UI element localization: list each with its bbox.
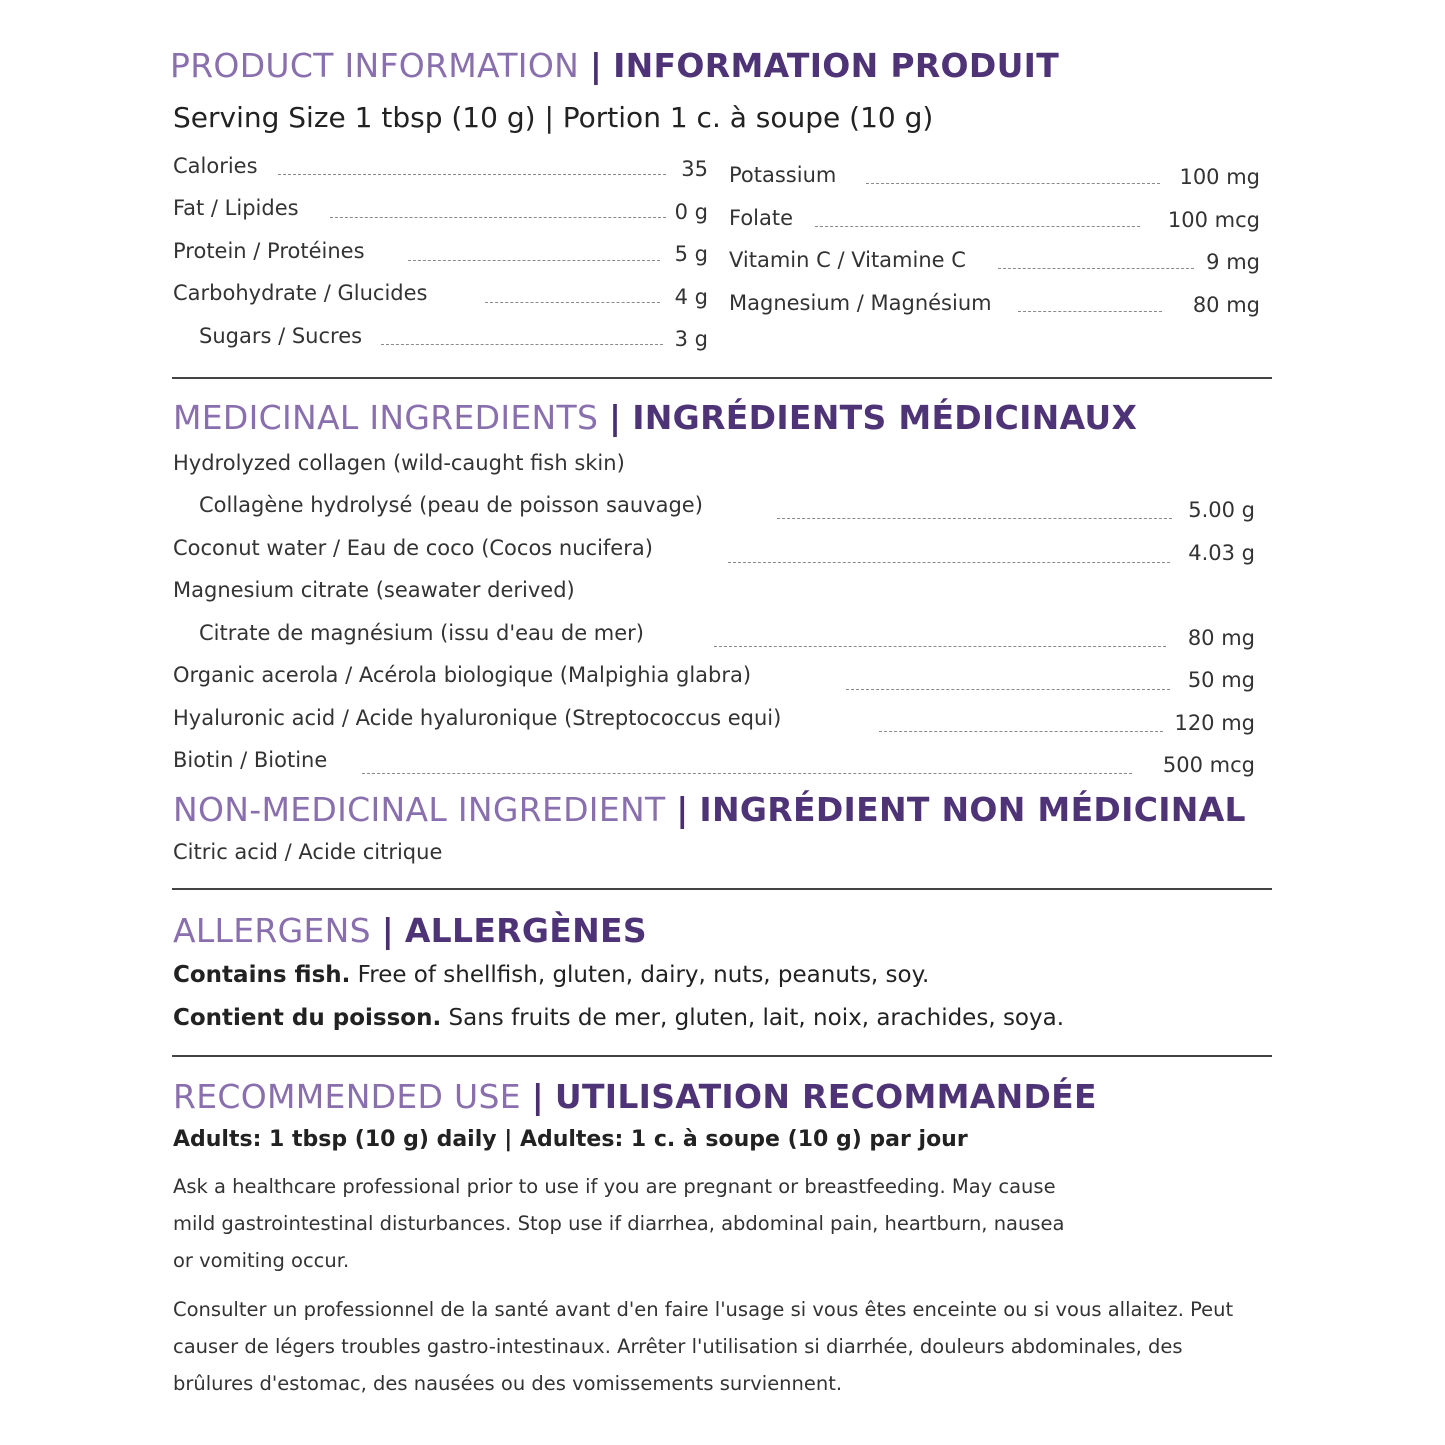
nutrient-value: 35 <box>681 157 708 181</box>
heading-separator: | <box>609 398 622 437</box>
nutrient-label: Potassium <box>729 163 837 187</box>
nutrient-value: 80 mg <box>1192 293 1260 317</box>
recommended-use-heading-en: RECOMMENDED USE <box>173 1077 521 1116</box>
product-info-heading <box>170 46 1059 85</box>
recommended-use-heading <box>173 1077 1097 1116</box>
medicinal-heading-fr: INGRÉDIENTS MÉDICINAUX <box>632 398 1138 437</box>
dotted-leader <box>879 731 1163 732</box>
medicinal-heading-en: MEDICINAL INGREDIENTS <box>173 398 599 437</box>
allergens-heading <box>173 911 647 950</box>
nutrient-label: Calories <box>173 154 258 178</box>
nutrient-label: Protein / Protéines <box>173 239 365 263</box>
dotted-leader <box>1018 311 1162 312</box>
dosage: Adults: 1 tbsp (10 g) daily | Adultes: 1 c. à soupe (10 g) par jour <box>173 1127 968 1152</box>
allergen-contains-fr: Contient du poisson. <box>173 1005 442 1031</box>
ingredient-label: Hyaluronic acid / Acide hyaluronique (Streptococcus equi) <box>173 706 782 730</box>
warning-en: Ask a healthcare professional prior to use if you are pregnant or breastfeeding. May cause mild gastrointestinal disturbances. Stop use if diarrhea, abdominal pain, heartburn, nausea or vomiting occur. <box>173 1175 1065 1272</box>
dotted-leader <box>381 344 663 345</box>
serving-size: Serving Size 1 tbsp (10 g) | Portion 1 c. à soupe (10 g) <box>173 101 934 134</box>
section-divider <box>172 888 1272 890</box>
non-medicinal-heading <box>173 790 1246 829</box>
dotted-leader <box>362 773 1132 774</box>
heading-separator: | <box>381 911 395 950</box>
recommended-use-heading-fr: UTILISATION RECOMMANDÉE <box>554 1077 1097 1116</box>
ingredient-label: Hydrolyzed collagen (wild-caught fish skin) <box>173 451 625 475</box>
nutrient-value: 0 g <box>674 200 708 224</box>
heading-separator: | <box>589 46 603 85</box>
nutrient-value: 9 mg <box>1206 250 1260 274</box>
nutrient-label: Sugars / Sucres <box>199 324 363 348</box>
ingredient-label: Biotin / Biotine <box>173 748 328 772</box>
dotted-leader <box>278 174 666 175</box>
dotted-leader <box>728 562 1170 563</box>
ingredient-label: Citrate de magnésium (issu d'eau de mer) <box>199 621 644 645</box>
allergen-free-of-en: Free of shellfish, gluten, dairy, nuts, peanuts, soy. <box>350 962 930 988</box>
ingredient-label: Organic acerola / Acérola biologique (Malpighia glabra) <box>173 663 752 687</box>
ingredient-amount: 5.00 g <box>1188 498 1255 522</box>
allergens-heading-fr: ALLERGÈNES <box>404 911 647 950</box>
ingredient-label: Magnesium citrate (seawater derived) <box>173 578 575 602</box>
nutrient-label: Magnesium / Magnésium <box>729 291 992 315</box>
nutrient-label: Fat / Lipides <box>173 196 299 220</box>
dotted-leader <box>866 183 1160 184</box>
allergens-heading-en: ALLERGENS <box>173 911 371 950</box>
ingredient-amount: 50 mg <box>1187 668 1255 692</box>
nutrient-label: Vitamin C / Vitamine C <box>729 248 966 272</box>
dotted-leader <box>485 302 660 303</box>
dotted-leader <box>408 260 660 261</box>
allergen-statement-fr <box>173 1005 1064 1031</box>
heading-separator: | <box>531 1077 545 1116</box>
allergen-statement-en <box>173 962 929 988</box>
section-divider <box>172 1055 1272 1057</box>
nutrient-value: 5 g <box>674 242 708 266</box>
heading-separator: | <box>676 790 689 829</box>
nutrient-value: 100 mg <box>1179 165 1260 189</box>
warning-fr: Consulter un professionnel de la santé avant d'en faire l'usage si vous êtes enceinte ou si vous allaitez. Peut causer de légers troubles gastro-intestinaux. Arrêter l'utilisation si diarrhée, douleurs abdominales, des brûlures d'estomac, des nausées ou des vomissements surviennent. <box>173 1298 1234 1395</box>
product-info-heading-fr: INFORMATION PRODUIT <box>613 46 1060 85</box>
nutrient-label: Folate <box>729 206 794 230</box>
non-medicinal-heading-en: NON-MEDICINAL INGREDIENT <box>173 790 666 829</box>
dotted-leader <box>846 689 1170 690</box>
nutrient-label: Carbohydrate / Glucides <box>173 281 428 305</box>
ingredient-label: Coconut water / Eau de coco (Cocos nucifera) <box>173 536 653 560</box>
nutrient-value: 4 g <box>674 285 708 309</box>
ingredient-amount: 80 mg <box>1187 626 1255 650</box>
nutrient-value: 100 mcg <box>1167 208 1260 232</box>
non-medicinal-ingredient: Citric acid / Acide citrique <box>173 840 443 864</box>
ingredient-amount: 500 mcg <box>1162 753 1255 777</box>
ingredient-amount: 4.03 g <box>1188 541 1255 565</box>
ingredient-amount: 120 mg <box>1174 711 1255 735</box>
dotted-leader <box>330 217 666 218</box>
allergen-contains-en: Contains fish. <box>173 962 351 988</box>
nutrient-value: 3 g <box>674 327 708 351</box>
section-divider <box>172 377 1272 379</box>
dotted-leader <box>815 226 1140 227</box>
product-info-heading-en: PRODUCT INFORMATION <box>170 46 580 85</box>
dotted-leader <box>777 518 1172 519</box>
non-medicinal-heading-fr: INGRÉDIENT NON MÉDICINAL <box>699 790 1246 829</box>
dotted-leader <box>714 646 1166 647</box>
ingredient-label: Collagène hydrolysé (peau de poisson sauvage) <box>199 493 703 517</box>
medicinal-heading <box>173 398 1137 437</box>
allergen-free-of-fr: Sans fruits de mer, gluten, lait, noix, arachides, soya. <box>441 1005 1065 1031</box>
